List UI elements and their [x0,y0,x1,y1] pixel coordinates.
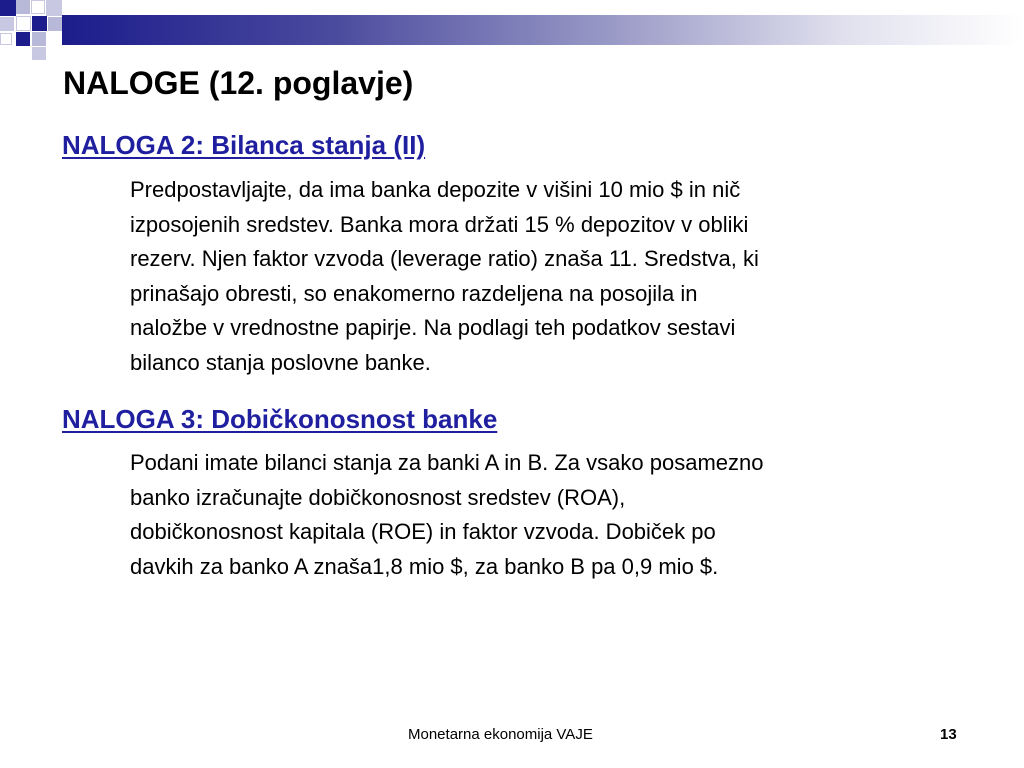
decor-square [31,0,45,14]
task-2-heading: NALOGA 2: Bilanca stanja (II) [62,130,426,160]
page-number: 13 [940,726,957,743]
decor-square [16,16,31,31]
text-line: bilanco stanja poslovne banke. [130,349,431,375]
footer-text: Monetarna ekonomija VAJE [408,726,593,743]
task-3-text [130,446,980,584]
decor-square [0,17,14,31]
text-line: prinašajo obresti, so enakomerno razdeljena na posojila in [130,280,698,306]
text-line: rezerv. Njen faktor vzvoda (leverage ratio) znaša 11. Sredstva, ki [130,246,759,271]
text-line: Predpostavljajte, da ima banka depozite v višini 10 mio $ in nič [130,177,741,202]
decor-square [32,47,46,60]
slide-title: NALOGE (12. poglavje) [63,65,414,101]
header-decoration [0,0,1024,60]
task-2-text [130,173,980,380]
text-line: davkih za banko A znaša1,8 mio $, za banko B pa 0,9 mio $. [130,553,719,579]
decor-square [32,16,47,31]
text-line: izposojenih sredstev. Banka mora držati 15 % depozitov v obliki [130,211,749,237]
task-3-heading: NALOGA 3: Dobičkonosnost banke [62,404,498,434]
decor-square [32,32,46,46]
decor-square [46,0,62,16]
decor-square [16,32,30,46]
decor-square [0,33,12,45]
header-gradient-bar [62,15,1024,45]
decor-square [48,17,62,31]
decor-square [0,0,16,16]
text-line: Podani imate bilanci stanja za banki A in B. Za vsako posamezno [130,450,764,475]
text-line: naložbe v vrednostne papirje. Na podlagi teh podatkov sestavi [130,315,736,340]
decor-square [16,0,30,14]
text-line: banko izračunajte dobičkonosnost sredstev (ROA), [130,484,626,510]
text-line: dobičkonosnost kapitala (ROE) in faktor vzvoda. Dobiček po [130,519,716,544]
